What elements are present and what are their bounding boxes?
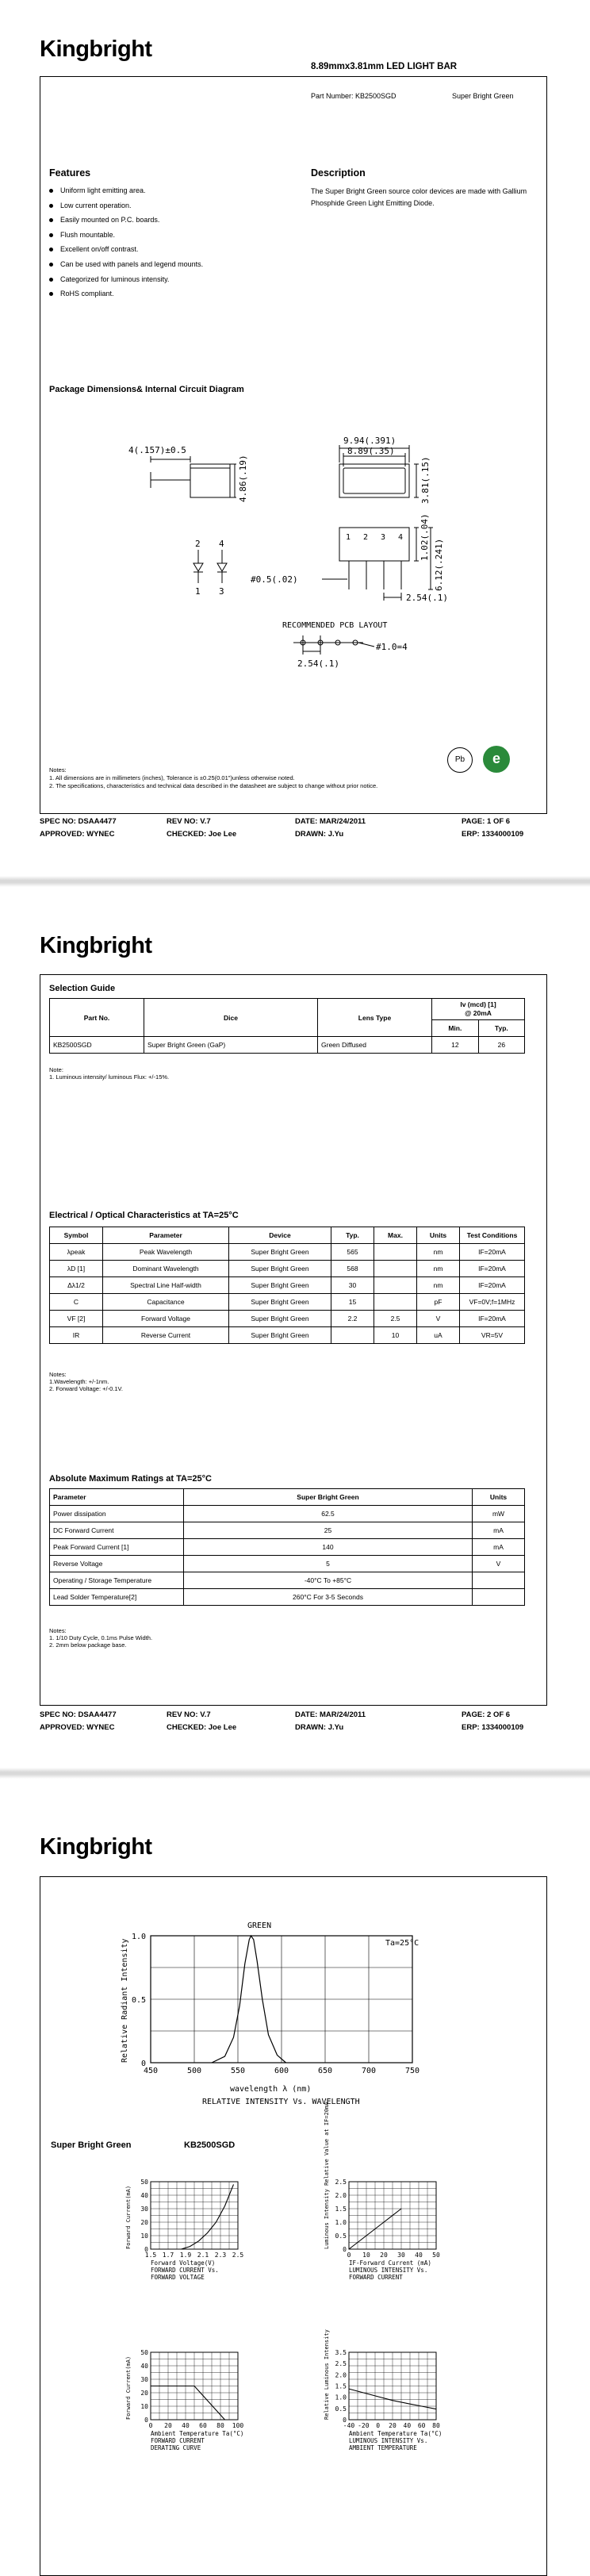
table-cell: IR bbox=[50, 1327, 103, 1344]
note-item: Notes: bbox=[49, 1627, 67, 1634]
chart-caption: AMBIENT TEMPERATURE bbox=[349, 2444, 417, 2451]
table-header: Parameter bbox=[103, 1227, 229, 1244]
list-item: Can be used with panels and legend mounts. bbox=[49, 257, 287, 272]
table-cell: IF=20mA bbox=[460, 1261, 525, 1277]
y-axis-label: Luminous Intensity Relative Value at IF=20mA bbox=[324, 2102, 330, 2249]
spectrum-chart bbox=[111, 1920, 460, 2110]
x-tick-label: 1.7 bbox=[162, 2252, 174, 2259]
y-tick-label: 0 bbox=[140, 2060, 146, 2068]
table-cell: 30 bbox=[331, 1277, 374, 1294]
date: DATE: MAR/24/2011 bbox=[295, 817, 366, 826]
table-cell: Super Bright Green bbox=[229, 1261, 331, 1277]
absolute-max-title: Absolute Maximum Ratings at TA=25°C bbox=[49, 1474, 212, 1484]
table-cell: V bbox=[417, 1311, 460, 1327]
checked: CHECKED: Joe Lee bbox=[167, 1723, 237, 1732]
part-number: Part Number: KB2500SGD bbox=[311, 92, 397, 100]
checked: CHECKED: Joe Lee bbox=[167, 830, 237, 839]
x-tick-label: 750 bbox=[404, 2067, 420, 2075]
chart-caption: DERATING CURVE bbox=[151, 2444, 201, 2451]
table-header: Super Bright Green bbox=[184, 1489, 473, 1506]
chart-caption: LUMINOUS INTENSITY Vs. bbox=[349, 2437, 428, 2444]
table-cell: nm bbox=[417, 1277, 460, 1294]
list-item: Low current operation. bbox=[49, 198, 287, 213]
x-tick-label: 450 bbox=[143, 2067, 159, 2075]
kingbright-logo: Kingbright bbox=[40, 933, 152, 958]
table-cell: 140 bbox=[184, 1539, 473, 1556]
chart-grid bbox=[151, 1936, 412, 2063]
selection-guide-title: Selection Guide bbox=[49, 984, 116, 993]
chart-caption: FORWARD CURRENT Vs. bbox=[151, 2267, 219, 2274]
table-cell: 26 bbox=[478, 1037, 524, 1054]
table-cell: Operating / Storage Temperature bbox=[50, 1572, 184, 1589]
x-tick-label: 0 bbox=[148, 2422, 153, 2429]
x-tick-label: 2.1 bbox=[197, 2252, 209, 2259]
dim-label: 1.02(.04) bbox=[420, 513, 430, 561]
table-cell: Power dissipation bbox=[50, 1506, 184, 1522]
rev-no: REV NO: V.7 bbox=[167, 1710, 211, 1719]
table-row bbox=[50, 1244, 525, 1261]
note-item: 1. 1/10 Duty Cycle, 0.1ms Pulse Width. bbox=[49, 1634, 153, 1641]
forward-voltage-chart bbox=[119, 2174, 262, 2293]
table-cell: Reverse Voltage bbox=[50, 1556, 184, 1572]
x-axis-label: Ambient Temperature Ta(°C) bbox=[151, 2430, 244, 2437]
table-cell: VF=0V;f=1MHz bbox=[460, 1294, 525, 1311]
table-cell: Super Bright Green bbox=[229, 1244, 331, 1261]
y-tick-label: 30 bbox=[140, 2376, 148, 2383]
table-cell: 10 bbox=[374, 1327, 417, 1344]
table-cell: Δλ1/2 bbox=[50, 1277, 103, 1294]
x-tick-label: -40 bbox=[343, 2422, 355, 2429]
y-tick-label: 10 bbox=[140, 2232, 148, 2240]
list-item: Easily mounted on P.C. boards. bbox=[49, 213, 287, 228]
table-cell: 2.2 bbox=[331, 1311, 374, 1327]
absolute-max-table bbox=[49, 1488, 525, 1606]
dim-label: 8.89(.35) bbox=[347, 446, 395, 456]
table-header: Max. bbox=[374, 1227, 417, 1244]
package-title: Package Dimensions& Internal Circuit Diagram bbox=[49, 385, 244, 394]
table-cell bbox=[473, 1572, 525, 1589]
y-tick-label: 50 bbox=[140, 2349, 148, 2356]
pin-label: 4 bbox=[219, 539, 224, 549]
table-cell: VR=5V bbox=[460, 1327, 525, 1344]
y-tick-label: 3.5 bbox=[335, 2349, 347, 2356]
y-tick-label: 20 bbox=[140, 2219, 148, 2226]
luminous-temperature-chart bbox=[317, 2329, 460, 2463]
y-tick-label: 0 bbox=[144, 2246, 148, 2253]
table-cell: λD [1] bbox=[50, 1261, 103, 1277]
description-title: Description bbox=[311, 167, 366, 179]
table-cell: mA bbox=[473, 1539, 525, 1556]
drawn: DRAWN: J.Yu bbox=[295, 1723, 344, 1732]
y-tick-label: 40 bbox=[140, 2192, 148, 2199]
table-cell: Peak Forward Current [1] bbox=[50, 1539, 184, 1556]
y-tick-label: 1.0 bbox=[131, 1933, 146, 1941]
table-cell: IF=20mA bbox=[460, 1244, 525, 1261]
table-cell: mW bbox=[473, 1506, 525, 1522]
series-label: GREEN bbox=[247, 1921, 272, 1930]
y-tick-label: 0 bbox=[144, 2417, 148, 2424]
y-tick-label: 2.0 bbox=[335, 2192, 347, 2199]
rohs-icon bbox=[483, 746, 510, 773]
x-tick-label: 700 bbox=[361, 2067, 377, 2075]
y-tick-label: 0.5 bbox=[335, 2405, 347, 2413]
list-item: Uniform light emitting area. bbox=[49, 183, 287, 198]
table-cell: C bbox=[50, 1294, 103, 1311]
note-item: 1.Wavelength: +/-1nm. bbox=[49, 1378, 109, 1385]
x-tick-label: 100 bbox=[232, 2422, 244, 2429]
list-item: Flush mountable. bbox=[49, 228, 287, 243]
table-header: Dice bbox=[144, 999, 318, 1037]
pin-label: 3 bbox=[219, 586, 224, 597]
list-item: Categorized for luminous intensity. bbox=[49, 272, 287, 287]
y-tick-label: 40 bbox=[140, 2363, 148, 2370]
y-tick-label: 30 bbox=[140, 2206, 148, 2213]
table-row bbox=[50, 1539, 525, 1556]
x-tick-label: 550 bbox=[230, 2067, 246, 2075]
chart-caption: FORWARD CURRENT bbox=[151, 2437, 205, 2444]
table-row bbox=[50, 1294, 525, 1311]
y-tick-label: 1.0 bbox=[335, 2219, 347, 2226]
table-header bbox=[432, 999, 525, 1020]
table-row bbox=[50, 1589, 525, 1606]
note-item: 1. All dimensions are in millimeters (inches), Tolerance is ±0.25(0.01")unless otherwise noted. bbox=[49, 774, 295, 781]
description-text: The Super Bright Green source color devices are made with Gallium Phosphide Green Light Emitting Diode. bbox=[311, 187, 527, 207]
sbg-title: Super Bright Green bbox=[51, 2140, 132, 2150]
list-item: Excellent on/off contrast. bbox=[49, 242, 287, 257]
y-tick-label: 2.0 bbox=[335, 2371, 347, 2379]
derating-chart bbox=[119, 2344, 262, 2463]
table-cell: Lead Solder Temperature[2] bbox=[50, 1589, 184, 1606]
chart-caption: FORWARD CURRENT bbox=[349, 2274, 403, 2281]
table-cell: IF=20mA bbox=[460, 1311, 525, 1327]
x-tick-label: 2.5 bbox=[232, 2252, 244, 2259]
x-tick-label: 60 bbox=[199, 2422, 207, 2429]
note-item: 1. Luminous intensity/ luminous Flux: +/-15%. bbox=[49, 1073, 170, 1081]
table-cell bbox=[374, 1261, 417, 1277]
chart-ticks bbox=[132, 1933, 420, 2075]
x-tick-label: 0 bbox=[347, 2252, 351, 2259]
table-row bbox=[50, 1556, 525, 1572]
table-cell: Super Bright Green bbox=[229, 1311, 331, 1327]
x-tick-label: 40 bbox=[415, 2252, 423, 2259]
y-tick-label: 0.5 bbox=[335, 2232, 347, 2240]
table-cell: 12 bbox=[432, 1037, 479, 1054]
pin-label: 2 bbox=[195, 539, 201, 549]
table-cell: nm bbox=[417, 1244, 460, 1261]
x-axis-label: wavelength λ (nm) bbox=[230, 2085, 312, 2094]
chart-caption: LUMINOUS INTENSITY Vs. bbox=[349, 2267, 428, 2274]
y-tick-label: 0.5 bbox=[131, 1996, 146, 2005]
table-cell: DC Forward Current bbox=[50, 1522, 184, 1539]
y-tick-label: 0 bbox=[343, 2417, 347, 2424]
table-cell: 260°C For 3-5 Seconds bbox=[184, 1589, 473, 1606]
x-tick-label: 80 bbox=[216, 2422, 224, 2429]
x-axis-label: IF-Forward Current (mA) bbox=[349, 2259, 431, 2267]
luminous-current-chart bbox=[317, 2102, 460, 2293]
y-tick-label: 1.5 bbox=[335, 2382, 347, 2390]
table-row bbox=[50, 1311, 525, 1327]
dim-label: 9.94(.391) bbox=[343, 436, 397, 446]
table-cell bbox=[374, 1277, 417, 1294]
table-cell: V bbox=[473, 1556, 525, 1572]
pin-label: 4 bbox=[398, 533, 404, 542]
table-cell: Spectral Line Half-width bbox=[103, 1277, 229, 1294]
sbg-part: KB2500SGD bbox=[184, 2140, 236, 2150]
table-cell: uA bbox=[417, 1327, 460, 1344]
table-cell: Peak Wavelength bbox=[103, 1244, 229, 1261]
spec-no: SPEC NO: DSAA4477 bbox=[40, 817, 117, 826]
x-tick-label: 60 bbox=[417, 2422, 426, 2429]
table-cell: Forward Voltage bbox=[103, 1311, 229, 1327]
y-tick-label: 10 bbox=[140, 2403, 148, 2410]
table-header: Lens Type bbox=[318, 999, 432, 1037]
pin-label: 1 bbox=[346, 533, 351, 542]
erp: ERP: 1334000109 bbox=[462, 830, 524, 839]
x-tick-label: 600 bbox=[274, 2067, 289, 2075]
table-cell: Dominant Wavelength bbox=[103, 1261, 229, 1277]
y-tick-label: 0 bbox=[343, 2246, 347, 2253]
note-item: Notes: bbox=[49, 1371, 67, 1378]
table-cell: Super Bright Green bbox=[229, 1294, 331, 1311]
approved: APPROVED: WYNEC bbox=[40, 830, 115, 839]
x-tick-label: 80 bbox=[432, 2422, 440, 2429]
table-header: Symbol bbox=[50, 1227, 103, 1244]
electrical-table bbox=[49, 1227, 525, 1344]
list-item: RoHS compliant. bbox=[49, 286, 287, 301]
table-header: Min. bbox=[432, 1020, 479, 1037]
note-item: 2. The specifications, characteristics and technical data described in the datasheet are subject to change without prior notice. bbox=[49, 782, 378, 789]
table-header: Typ. bbox=[331, 1227, 374, 1244]
dim-label: 4(.157)±0.5 bbox=[128, 445, 186, 455]
chart-caption: FORWARD VOLTAGE bbox=[151, 2274, 205, 2281]
x-tick-label: 10 bbox=[362, 2252, 370, 2259]
table-cell: 15 bbox=[331, 1294, 374, 1311]
x-tick-label: 1.5 bbox=[144, 2252, 157, 2259]
table-cell: 5 bbox=[184, 1556, 473, 1572]
iv-header: Iv (mcd) [1] bbox=[460, 1000, 496, 1008]
table-cell: 62.5 bbox=[184, 1506, 473, 1522]
table-cell: Super Bright Green bbox=[229, 1277, 331, 1294]
table-row bbox=[50, 1506, 525, 1522]
table-row bbox=[50, 1522, 525, 1539]
dim-label: 2.54(.1) bbox=[297, 658, 339, 669]
x-axis-label: Forward Voltage(V) bbox=[151, 2259, 216, 2267]
dim-label: 3.81(.15) bbox=[420, 456, 431, 504]
x-tick-label: 40 bbox=[182, 2422, 190, 2429]
y-tick-label: 20 bbox=[140, 2390, 148, 2397]
spec-no: SPEC NO: DSAA4477 bbox=[40, 1710, 117, 1719]
kingbright-logo: Kingbright bbox=[40, 36, 152, 62]
x-tick-label: 20 bbox=[389, 2422, 397, 2429]
page-separator bbox=[0, 1768, 590, 1779]
table-cell bbox=[374, 1294, 417, 1311]
table-cell: KB2500SGD bbox=[50, 1037, 144, 1054]
kingbright-logo: Kingbright bbox=[40, 1834, 152, 1860]
x-tick-label: 30 bbox=[397, 2252, 405, 2259]
dim-label: #1.0=4 bbox=[376, 642, 408, 652]
table-cell: Reverse Current bbox=[103, 1327, 229, 1344]
table-cell bbox=[473, 1589, 525, 1606]
note-item: Note: bbox=[49, 1066, 63, 1073]
series-line bbox=[151, 2386, 225, 2421]
selection-guide-table bbox=[49, 998, 525, 1054]
table-cell: VF [2] bbox=[50, 1311, 103, 1327]
condition-label: Ta=25°C bbox=[385, 1939, 420, 1948]
note-item: 2. 2mm below package base. bbox=[49, 1641, 127, 1649]
chart-caption: RELATIVE INTENSITY Vs. WAVELENGTH bbox=[202, 2098, 360, 2106]
y-axis-label: Relative Luminous Intensity bbox=[324, 2329, 330, 2420]
y-tick-label: 50 bbox=[140, 2179, 148, 2186]
table-row bbox=[50, 1327, 525, 1344]
x-tick-label: 650 bbox=[317, 2067, 333, 2075]
y-tick-label: 1.0 bbox=[335, 2394, 347, 2401]
y-tick-label: 1.5 bbox=[335, 2206, 347, 2213]
table-header: Part No. bbox=[50, 999, 144, 1037]
table-cell: pF bbox=[417, 1294, 460, 1311]
y-axis-label: Forward Current(mA) bbox=[125, 2185, 132, 2249]
table-header: Typ. bbox=[478, 1020, 524, 1037]
lead-free-icon bbox=[447, 747, 473, 773]
pin-label: 1 bbox=[195, 586, 201, 597]
x-tick-label: 2.3 bbox=[214, 2252, 227, 2259]
x-tick-label: -20 bbox=[358, 2422, 370, 2429]
table-row bbox=[50, 1277, 525, 1294]
table-cell: 25 bbox=[184, 1522, 473, 1539]
note-item: 2. Forward Voltage: +/-0.1V. bbox=[49, 1385, 123, 1392]
erp: ERP: 1334000109 bbox=[462, 1723, 524, 1732]
table-header: Device bbox=[229, 1227, 331, 1244]
y-axis-label: Forward Current(mA) bbox=[125, 2355, 132, 2420]
features-list bbox=[49, 183, 287, 301]
y-axis-label: Relative Radiant Intensity bbox=[121, 1938, 129, 2063]
table-cell: Green Diffused bbox=[318, 1037, 432, 1054]
dim-label: 4.86(.19) bbox=[238, 455, 248, 502]
table-cell: λpeak bbox=[50, 1244, 103, 1261]
color-label: Super Bright Green bbox=[452, 92, 514, 100]
table-row bbox=[50, 1572, 525, 1589]
table-row bbox=[50, 1037, 525, 1054]
date: DATE: MAR/24/2011 bbox=[295, 1710, 366, 1719]
features-title: Features bbox=[49, 167, 91, 179]
x-tick-label: 20 bbox=[380, 2252, 388, 2259]
table-header: Units bbox=[473, 1489, 525, 1506]
dim-label: 2.54(.1) bbox=[406, 593, 448, 603]
pin-label: 3 bbox=[381, 533, 386, 542]
page-number: PAGE: 2 OF 6 bbox=[462, 1710, 511, 1719]
table-header: Parameter bbox=[50, 1489, 184, 1506]
lead-free-label: Pb bbox=[454, 755, 465, 764]
rev-no: REV NO: V.7 bbox=[167, 817, 211, 826]
pcb-layout-label: RECOMMENDED PCB LAYOUT bbox=[282, 621, 388, 630]
page-separator bbox=[0, 876, 590, 887]
iv-condition: @ 20mA bbox=[465, 1009, 492, 1017]
x-tick-label: 40 bbox=[403, 2422, 412, 2429]
package-dimensions-drawing bbox=[128, 424, 468, 694]
x-axis-label: Ambient Temperature Ta(°C) bbox=[349, 2430, 442, 2437]
table-row bbox=[50, 1261, 525, 1277]
approved: APPROVED: WYNEC bbox=[40, 1723, 115, 1732]
table-cell: IF=20mA bbox=[460, 1277, 525, 1294]
rohs-label: e bbox=[492, 751, 500, 766]
x-tick-label: 500 bbox=[186, 2067, 202, 2075]
x-tick-label: 1.9 bbox=[179, 2252, 192, 2259]
table-cell bbox=[331, 1327, 374, 1344]
y-tick-label: 2.5 bbox=[335, 2179, 347, 2186]
table-cell: Super Bright Green bbox=[229, 1327, 331, 1344]
x-tick-label: 20 bbox=[164, 2422, 172, 2429]
x-tick-label: 50 bbox=[432, 2252, 440, 2259]
product-title: 8.89mmx3.81mm LED LIGHT BAR bbox=[311, 62, 458, 71]
table-cell: Capacitance bbox=[103, 1294, 229, 1311]
dim-label: 6.12(.241) bbox=[434, 538, 444, 591]
table-cell: mA bbox=[473, 1522, 525, 1539]
table-cell: 565 bbox=[331, 1244, 374, 1261]
pin-label: 2 bbox=[363, 533, 369, 542]
notes-title: Notes: bbox=[49, 766, 67, 774]
x-tick-label: 0 bbox=[376, 2422, 381, 2429]
table-cell: -40°C To +85°C bbox=[184, 1572, 473, 1589]
table-cell: 2.5 bbox=[374, 1311, 417, 1327]
page-number: PAGE: 1 OF 6 bbox=[462, 817, 511, 826]
drawn: DRAWN: J.Yu bbox=[295, 830, 344, 839]
table-header: Units bbox=[417, 1227, 460, 1244]
table-cell: Super Bright Green (GaP) bbox=[144, 1037, 318, 1054]
electrical-title: Electrical / Optical Characteristics at TA=25°C bbox=[49, 1211, 239, 1220]
dim-label: #0.5(.02) bbox=[251, 574, 298, 585]
y-tick-label: 2.5 bbox=[335, 2360, 347, 2368]
table-cell: 568 bbox=[331, 1261, 374, 1277]
table-header: Test Conditions bbox=[460, 1227, 525, 1244]
table-cell: nm bbox=[417, 1261, 460, 1277]
series-line bbox=[182, 2184, 234, 2249]
table-cell bbox=[374, 1244, 417, 1261]
